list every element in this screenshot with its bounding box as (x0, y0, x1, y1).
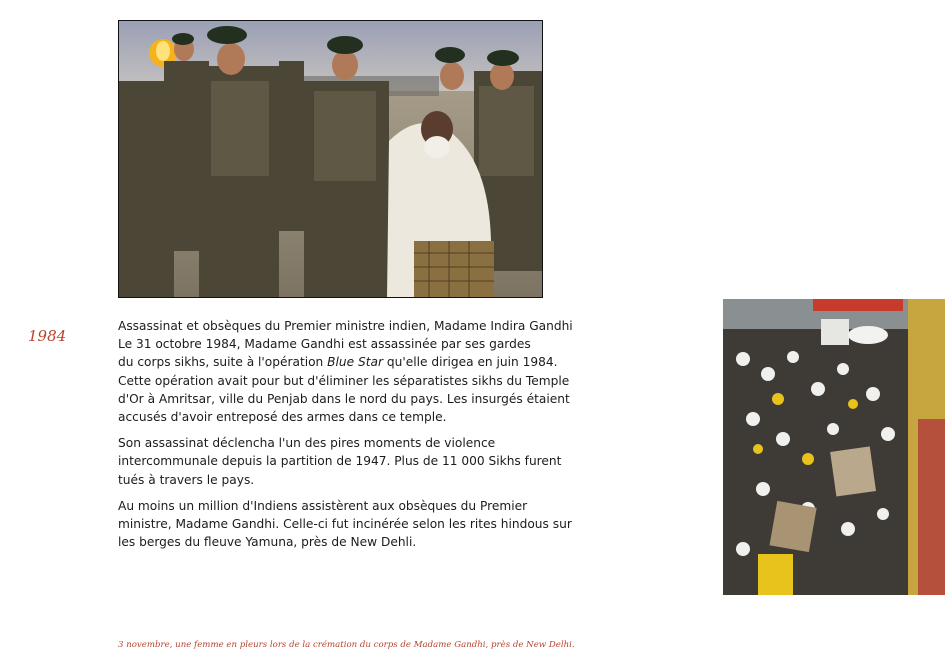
main-photo (118, 20, 543, 298)
article-text (118, 317, 573, 559)
paragraph-1 (118, 317, 573, 426)
main-photo-illustration (119, 21, 543, 298)
text-line: Cette opération avait pour but d'éliminer les séparatistes sikhs du Temple (118, 373, 570, 388)
text-fragment: du corps sikhs, suite à l'opération (118, 355, 328, 370)
paragraph-3 (118, 497, 572, 552)
operation-name: Blue Star (327, 355, 384, 370)
text-line: tués à travers le pays. (118, 472, 255, 487)
text-fragment: qu'elle dirigea en juin 1984. (383, 355, 558, 370)
crowd-photo-illustration (723, 299, 945, 595)
text-line: les berges du fleuve Yamuna, près de New Dehli. (118, 535, 417, 550)
text-line: d'Or à Amritsar, ville du Penjab dans le nord du pays. Les insurgés étaient (118, 391, 570, 406)
photo-caption: 3 novembre, une femme en pleurs lors de la crémation du corps de Madame Gandhi, près de New Delhi. (118, 640, 575, 650)
crowd-photo (723, 299, 945, 595)
text-line: accusés d'avoir entreposé des armes dans ce temple. (118, 410, 447, 425)
text-line: Assassinat et obsèques du Premier ministre indien, Madame Indira Gandhi (118, 319, 573, 333)
text-line (118, 353, 558, 371)
text-line: intercommunale depuis la partition de 1947. Plus de 11 000 Sikhs furent (118, 454, 562, 469)
text-line: Son assassinat déclencha l'un des pires moments de violence (118, 436, 496, 451)
year-label: 1984 (28, 327, 67, 345)
text-line: Le 31 octobre 1984, Madame Gandhi est assassinée par ses gardes (118, 337, 531, 352)
paragraph-2 (118, 434, 562, 489)
text-line: Au moins un million d'Indiens assistèrent aux obsèques du Premier (118, 498, 528, 513)
text-line: ministre, Madame Gandhi. Celle-ci fut incinérée selon les rites hindous sur (118, 517, 572, 532)
